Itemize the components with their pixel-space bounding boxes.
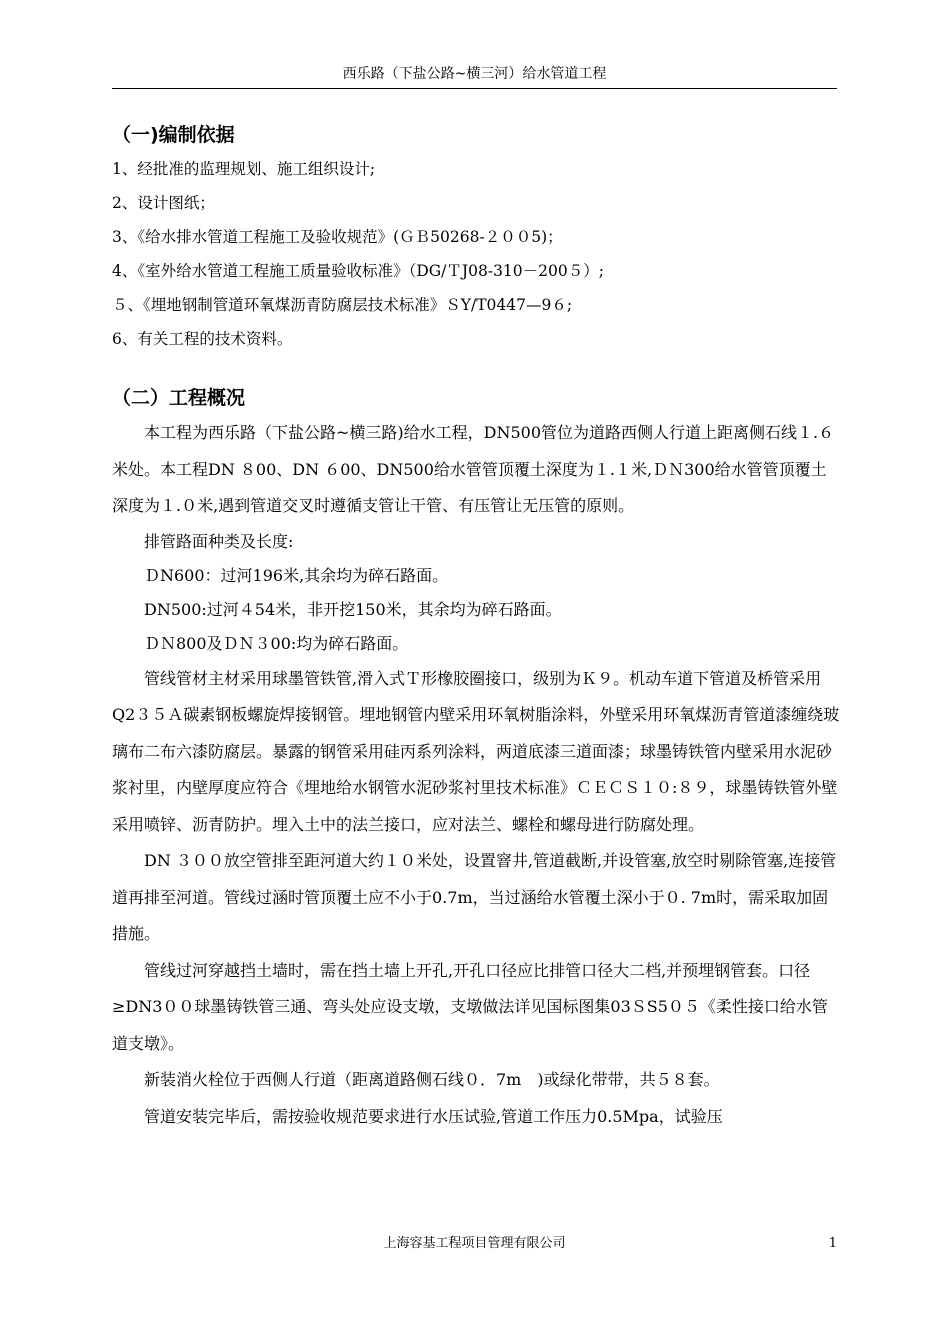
document-body	[112, 118, 842, 1135]
basis-item: 2、设计图纸；	[112, 194, 215, 212]
basis-item: ５、《埋地钢制管道环氧煤沥青防腐层技术标准》ＳY/T0447—9６;	[112, 296, 573, 314]
page-header	[112, 64, 837, 89]
section-heading-overview: （二）工程概况	[112, 387, 246, 409]
overview-paragraph: 本工程为西乐路（下盐公路~横三路)给水工程，DN500管位为道路西侧人行道上距离侧石线１.６米处。本工程DN ８00、DN ６00、DN500给水管管顶覆土深度为１.１米,ＤＮ300给水管管顶覆土深度为１.０米,遇到管道交叉时遵循支管让干管、有压管让无压管的原则。	[112, 423, 835, 515]
basis-item: 6、有关工程的技术资料。	[112, 330, 293, 348]
section-heading-basis: （一)编制依据	[112, 124, 235, 146]
materials-paragraph: 管线管材主材采用球墨管铁管,滑入式Ｔ形橡胶圈接口，级别为Ｋ９。机动车道下管道及桥管采用Q2３５Ａ碳素钢板螺旋焊接钢管。埋地钢管内壁采用环氧树脂涂料，外壁采用环氧煤沥青管道漆缠绕玻璃布二布六漆防腐层。暴露的钢管采用硅丙系列涂料，两道底漆三道面漆；球墨铸铁管内壁采用水泥砂浆衬里，内壁厚度应符合《埋地给水钢管水泥砂浆衬里技术标准》ＣＥＣＳ１０:８９，球墨铸铁管外壁采用喷锌、沥青防护。埋入土中的法兰接口，应对法兰、螺栓和螺母进行防腐处理。	[112, 668, 840, 834]
length-item: DN500:过河４54米，非开挖150米，其余均为碎石路面。	[144, 599, 562, 619]
length-item: ＤＮ800及ＤＮ３00:均为碎石路面。	[144, 633, 409, 653]
pressure-test-paragraph: 管道安装完毕后，需按验收规范要求进行水压试验,管道工作压力0.5Mpa，试验压	[144, 1106, 723, 1126]
header-title: 西乐路（下盐公路~横三河）给水管道工程	[342, 66, 607, 82]
lengths-title: 排管路面种类及长度:	[144, 531, 294, 551]
crossing-paragraph: 管线过河穿越挡土墙时，需在挡土墙上开孔,开孔口径应比排管口径大二档,并预埋钢管套。口径≥DN3００球墨铸铁管三通、弯头处应设支墩，支墩做法详见国标图集03ＳS5０５《柔性接口给水管道支墩》。	[112, 960, 828, 1053]
basis-item: 1、经批准的监理规划、施工组织设计;	[112, 160, 376, 178]
drain-paragraph: DN ３００放空管排至距河道大约１０米处，设置窨井,管道截断,并设管塞,放空时剔除管塞,连接管道再排至河道。管线过涵时管顶覆土应不小于0.7m，当过涵给水管覆土深小于０. 7m时，需采取加固措施。	[112, 851, 837, 943]
page-footer	[112, 1234, 837, 1254]
length-item: ＤN600：过河196米,其余均为碎石路面。	[144, 565, 449, 585]
basis-item: 4、《室外给水管道工程施工质量验收标准》（DG/ＴJ08-310－200５）;	[112, 262, 604, 280]
basis-item: 3、《给水排水管道工程施工及验收规范》(ＧＢ50268-２００5)；	[112, 228, 563, 246]
page-number: 1	[828, 1236, 837, 1251]
hydrant-paragraph: 新装消火栓位于西侧人行道（距离道路侧石线０．7m )或绿化带带，共５８套。	[144, 1070, 720, 1089]
footer-company: 上海容基工程项目管理有限公司	[383, 1236, 566, 1251]
